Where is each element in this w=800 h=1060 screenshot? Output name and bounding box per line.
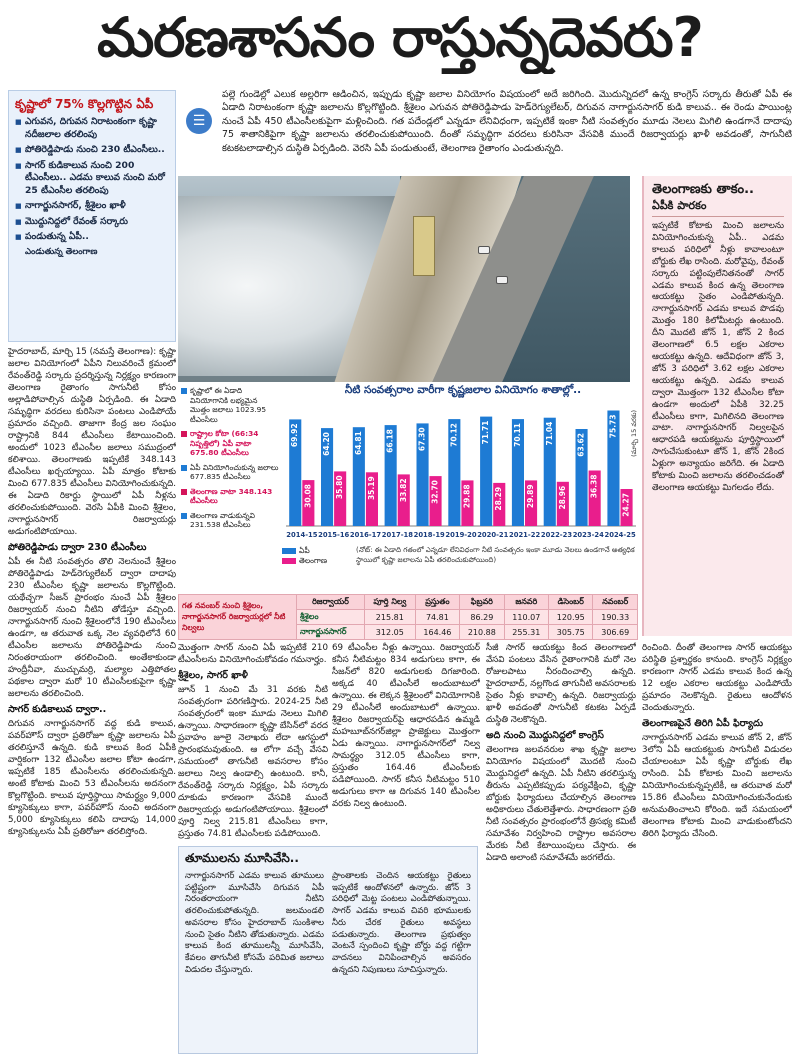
table-cell: 305.75 [549, 625, 593, 640]
table-header: ఫిబ్రవరి [460, 595, 504, 610]
info-text: ఏపీ వినియోగించుకున్న జలాలు 677.835 టీఎంసీలు [190, 462, 279, 481]
info-square [181, 431, 187, 437]
info-item [181, 386, 279, 424]
info-text: రాష్ట్రాల కోటా (66:34 నిష్పత్తిలో) ఏపీ వాటా 675.80 టీఎంసీలు [190, 429, 259, 457]
x-tick-label: 2016-17 [349, 531, 382, 539]
x-tick-label: 2019-20 [445, 531, 477, 539]
table-cell: 312.05 [364, 625, 415, 640]
column-2 [332, 642, 480, 842]
x-tick-label: 2014-15 [286, 531, 318, 539]
table-cell: 210.88 [460, 625, 504, 640]
x-tick-label: 2023-24 [572, 531, 604, 539]
menu-lines-icon: ☰ [186, 108, 212, 134]
column-para: నాగార్జునసాగర్ ఎడమ కాలువ జోన్ 2, జోన్ 3లోని ఏపీ ఆయకట్టుకు సాగునీటి విడుదల చేయాలంటూ ఏపీ కృష్ణా బోర్డుకు లేఖ రాసింది. ఏపీ కోటాకు మించి జలాలను వినియోగించుకున్నప్పటికీ, ఆ తరువాత మరో 15.86 టీఎంసీలు వినియోగించుకునేందుకు అనుమతించాలని కోరింది. ఇదే సమయంలో తెలంగాణ కోటాకు మించి వాడుకుంటోందని తిరిగి ఫిర్యాదు చేసింది. [642, 733, 792, 839]
chart-info-panel [178, 382, 282, 572]
sluice-box-para: నాగార్జునసాగర్ ఎడమ కాలువ తూములు పట్టిష్టంగా మూసివేసి దిగువన ఏపీ నిరంతరాయంగా నీటిని తరలించుకుపోతున్నది. జలమండలి అవసరాల కోసం హైదరాబాద్ సుంకిశాల నుంచి సైతం నీటిని తోడుతున్నారు. ఎడమ కాలువ కింద తూములన్నీ మూసివేసి, కేవలం తాగునీటి కోసమే పరిమిత జలాలు విడుదల చేస్తున్నారు. [185, 871, 324, 975]
table-cell: 306.69 [593, 625, 638, 640]
table-cell: శ్రీశైలం [297, 610, 365, 625]
table-cell: నాగార్జునసాగర్ [297, 625, 365, 640]
table-header: నవంబర్ [593, 595, 638, 610]
column-para: రించింది. దీంతో తెలంగాణ సాగర్ ఆయకట్టు పరిస్థితి ప్రశ్నార్థకం కానుంది. కాంగ్రెస్ నిర్లక్ష్యం కారణంగా సాగర్ ఎడమ కాలువ కింద ఉన్న 12 లక్షల ఎకరాల ఆయకట్టు ఎండిపోయే ప్రమాదం నెలకొన్నది. రైతులు ఆందోళన చెందుతున్నారు. [642, 643, 792, 713]
highlight-item: ■ మొద్దునిద్దలో రేవంత్ సర్కారు [15, 216, 169, 229]
info-item [181, 429, 279, 458]
x-tick-label: 2022-23 [540, 531, 573, 539]
info-item [181, 511, 279, 530]
column-subhead: శ్రీశైలం, సాగర్ ఖాళీ [178, 670, 248, 681]
bar-value-label: 28.29 [494, 486, 504, 511]
chart-legend [282, 546, 354, 566]
info-square [181, 388, 187, 394]
bar-value-label: 29.89 [526, 484, 535, 509]
table-cell: 74.81 [415, 610, 459, 625]
left-col-subhead: సాగర్ కుడికాలువ ద్వారా.. [8, 704, 107, 715]
bar-value-label: 30.08 [303, 484, 313, 508]
photo-car [496, 276, 508, 284]
bar-value-label: 64.20 [322, 432, 331, 456]
intro-paragraph: పల్లె గుండెల్లో ఎలుక అల్లరిగా ఆడించిన, ఇప్పుడు కృష్ణా జలాల వినియోగం విషయంలో అదే జరిగింది. మొదున్నిదలో ఉన్న కాంగ్రెస్ సర్కారు తీరుతో ఏపీ ఈ ఏడాది నిరాటంకంగా కృష్ణా జలాలను కొల్లగొట్టింది. శ్రీశైలం ఎగువన పోతిరెడ్డిపాడు హెడ్‌రెగ్యులేటర్, దిగువన నాగార్జునసాగర్ కుడి కాలువ.. ఈ రెండు పాయింట్ల నుంచే ఏపీ 450 టీఎంసీలకుపైగా మళ్లించింది. గత పదేండ్లలో ఎన్నడూ లేనివిధంగా, ఇప్పటికే ఇంకా నీటి సంవత్సరం మూడు నెలలు మిగిలి ఉండగానే దాదాపు 75 శాతానికిపైగా కృష్ణా జలాలను తరలించుకుపోయింది. దీంతో సమృద్ధిగా వరదలు కురిసినా వేసవికి ముందే రిజర్వాయర్లు ఖాళీ అవడంతో, సాగునీటి కటకటలాడాల్సిన దుస్థితి ఏర్పడింది. వెరసి ఏపీ పండుతుంటే, తెలంగాణ రైతాంగం ఎండుతున్నది. [222, 89, 792, 154]
table-header-row [179, 595, 638, 610]
bar-value-label: 35.80 [335, 475, 345, 500]
column-3 [486, 642, 636, 1054]
highlights-ending: ఎండుతున్న తెలంగాణ [25, 246, 98, 257]
table-cell: 120.95 [549, 610, 593, 625]
bar-value-label: 33.82 [398, 478, 408, 503]
x-tick-label: 2021-22 [508, 531, 541, 539]
highlights-box [8, 90, 176, 342]
x-tick-label: 2018-19 [413, 531, 445, 539]
table-cell: 215.81 [364, 610, 415, 625]
table-header: జనవరి [504, 595, 548, 610]
table-cell: 164.46 [415, 625, 459, 640]
column-para: 69 టీఎంసీల నీళ్లు ఉన్నాయి. రిజర్వాయర్ కనీస నీటిమట్టం 834 అడుగులు కాగా, ఈ సీజన్‌లో 820 అడుగులకు దిగజారింది. అక్కడ 40 టీఎంసీలే అందుబాటులో ఉన్నాయి. ఈ లెక్కన శ్రీశైలంలో వినియోగానికి 29 టీఎంసీలే అందుబాటులో ఉన్నాయి. శ్రీశైలం రిజర్వాయర్‌పై ఆధారపడిన ఉమ్మడి మహబూబ్‌నగర్‌జిల్లా ప్రాజెక్టులు మొత్తంగా ఏడు ఉన్నాయి. నాగార్జునసాగర్‌లో నిల్వ సామర్థ్యం 312.05 టీఎంసీలు కాగా, ప్రస్తుతం 164.46 టీఎంసీలకు పడిపోయింది. సాగర్ కనీస నీటిమట్టం 510 అడుగులు కాగా ఆ దిగువన 140 టీఎంసీల వరకు నిల్వ ఉంటుంది. [332, 643, 480, 809]
reservoir-table [178, 594, 638, 640]
highlights-title: కృష్ణాలో 75% కొల్లగొట్టిన ఏపీ [15, 97, 154, 111]
info-item [181, 463, 279, 482]
info-square [181, 465, 187, 471]
bar-value-label: 69.92 [290, 423, 300, 448]
info-text: తెలంగాణ వాటా 348.143 టీఎంసీలు [190, 486, 273, 505]
left-column [8, 346, 176, 1054]
headline: మరణశాసనం రాస్తున్నదెవరు? [97, 6, 703, 69]
x-tick-label: 2017-18 [381, 531, 414, 539]
bar-value-label: 29.88 [462, 484, 472, 509]
dam-photo [178, 176, 630, 382]
bar-value-label: 71.71 [481, 420, 491, 445]
legend-label: తెలంగాణ [299, 556, 328, 565]
highlight-item: ■ పోతిరెడ్డిపాడు నుంచి 230 టీఎంసీలు.. [15, 144, 169, 157]
table-header: డిసెంబర్ [549, 595, 593, 610]
sluice-box-para: ప్రాంతాలకు చెందిన ఆయకట్టు రైతులు ఇప్పటికే ఆందోళనలో ఉన్నారు. జోన్ 3 పరిధిలో మెట్ట పంటలు ఎండిపోతున్నాయి. సాగర్ ఎడమ కాలువ చివరి భూములకు నీరు చేరక రైతులు అవస్థలు పడుతున్నారు. తెలంగాణ ప్రభుత్వం వెంటనే స్పందించి కృష్ణా బోర్డు వద్ద గట్టిగా వాదనలు వినిపించాల్సిన అవసరం ఉన్నదని నిపుణులు సూచిస్తున్నారు. [332, 871, 471, 975]
bar-value-label: 70.12 [449, 423, 459, 447]
bar-value-label: 75.73 [608, 414, 618, 439]
legend-swatch [282, 548, 296, 554]
column-subhead: తెలంగాణపైనే తిరిగి ఏపీ ఫిర్యాదు [642, 718, 763, 729]
legend-label: ఏపీ [299, 546, 310, 555]
bar-value-label: 36.38 [589, 474, 599, 499]
x-tick-label: 2020-21 [477, 531, 509, 539]
info-square [181, 489, 187, 495]
bar-value-label: 63.62 [576, 433, 586, 457]
right-sidebar-body: ఇప్పటికే కోటాకు మించి జలాలను వినియోగించుకున్న ఏపీ.. ఎడమ కాలువ పరిధిలో నీళ్లు కావాలంటూ బోర్డుకు లేఖ రాసింది. మరోవైపు, రేవంత్ సర్కారు పట్టింపులేనితనంతో సాగర్ ఎడమ కాలువ కింద ఉన్న తెలంగాణ ఆయకట్టు సైతం ఎండిపోతున్నది. నాగార్జునసాగర్ ఎడమ కాలువ పొడవు మొత్తం 180 కిలోమీటర్లు ఉంటుంది. దీని మొదటి జోన్ 1, జోన్ 2 కింద తెలంగాణలో 6.5 లక్షల ఎకరాల ఆయకట్టు ఉన్నది. ఆదేవిధంగా జోన్ 3, జోన్ 3 పరిధిలో 3.62 లక్షల ఎకరాల ఆయకట్టు ఉన్నది. ఎడమ కాలువ ద్వారా మొత్తంగా 132 టీఎంసీల కోటా ఉండగా అందులో ఏపీకి 32.25 టీఎంసీలు కాగా, మిగిలినది తెలంగాణ వాటా. నాగార్జునసాగర్ నిల్వలపైన ఆధారపడి ఆయకట్టును పూర్తిస్థాయిలో సాగుచేసుకుంటూ జోన్ 1, జోన్ 2కింద ఏళ్లుగా అన్యాయం జరిగేది. ఈ ఏడాది కోటాకు మించి జలాలను తరలించడంతో తెలంగాణ ఆయకట్టు మిగలడం లేదు. [652, 221, 784, 493]
sluice-box [178, 846, 478, 1054]
bar-value-label: 64.81 [353, 431, 363, 455]
highlight-item: ■ ఎగువన, దిగువన నిరాటంకంగా కృష్ణా నదీజలాల తరలింపు [15, 116, 169, 141]
left-col-para: దిగువన నాగార్జునసాగర్ వద్ద కుడి కాలువ, పవర్‌హౌస్ ద్వారా ప్రతిరోజూ కృష్ణా జలాలను ఏపీ తరలిస్తూనే ఉన్నది. కుడి కాలువ కింద ఏపీకి వార్షికంగా 132 టీఎంసీల జలాల కోటా ఉండగా, ఇప్పటికే 185 టీఎంసీలను తరలించుకున్నది. అంటే కోటాకు మించి 53 టీఎంసీలను అదనంగా కొల్లగొట్టింది. కాలువ పూర్తిస్థాయి సామర్థ్యం 9,000 క్యూసెక్కులు కాగా, పవర్‌హౌస్ నుంచి అదనంగా 5,000 క్యూసెక్కులు కలిపి దాదాపు 14,000 క్యూసెక్కులను ఏపీ ప్రతిరోజూ తరలిస్తోంది. [8, 719, 176, 837]
bar-value-label: 71.04 [544, 421, 554, 446]
highlight-item: ■ పండుతున్న ఏపీ.. [15, 231, 169, 244]
legend-row [282, 556, 354, 566]
sluice-box-title: తూములను మూసివేసి.. [185, 851, 299, 865]
x-tick-label: 2024-25 [604, 531, 636, 539]
right-sidebar-title: తెలంగాణకు తాకం.. [652, 182, 754, 197]
photo-car [478, 246, 490, 254]
column-para: జూన్ 1 నుంచి మే 31 వరకు నీటి సంవత్సరంగా పరిగణిస్తారు. 2024-25 నీటి సంవత్సరంలో ఇంకా మూడు నెలలు మిగిలి ఉన్నాయి. సాధారణంగా కృష్ణా బేసిన్‌లో వరద ప్రవాహం జూలై నెలాఖరు లేదా ఆగస్టులో ప్రారంభమవుతుంది. ఆ లోగా వచ్చే వేసవి సమయంలో తాగునీటి అవసరాల కోసం జలాలు నిల్వ ఉండాల్సి ఉంటుంది. కానీ, రేవంత్‌రెడ్డి సర్కారు నిర్లక్ష్యం, ఏపీ సర్కారు దూకుడు కారణంగా వేసవికి ముందే రిజర్వాయర్లు అడుగంటిపోయాయి. శ్రీశైలంలో పూర్తి నిల్వ 215.81 టీఎంసీలు కాగా, ప్రస్తుతం 74.81 టీఎంసీలకు పడిపోయింది. [178, 685, 328, 839]
left-col-subhead: పోతిరెడ్డిపాడు ద్వారా 230 టీఎంసీలు [8, 542, 147, 553]
bar-value-label: 67.30 [417, 427, 427, 452]
highlight-item: ■ సాగర్ కుడికాలువ నుంచి 200 టీఎంసీలు.. ఎడమ కాలువ నుంచి మరో 25 టీఎంసీల తరలింపు [15, 160, 169, 198]
left-col-para: ఏపీ ఈ నీటి సంవత్సరం తొలి నెలనుంచే శ్రీశైలం పోతిరెడ్డిపాడు హెడ్‌రెగ్యులేటర్ ద్వారా దాదాపు 230 టీఎంసీల కృష్ణా జలాలను కొల్లగొట్టింది. యథేచ్ఛగా సీజన్ ప్రారంభం నుంచే ఏపీ శ్రీశైలం రిజర్వాయర్ నుంచి నీటిని తోడేస్తూ వచ్చింది. నాగార్జునసాగర్ నుంచి శ్రీశైలంలోనే 190 టీఎంసీలు ఉండగా, ఆ తరువాత ఒక్క నెల వ్యవధిలోనే 60 టీఎంసీల జలాలను పోతిరెడ్డిపాడు నుంచి నిరంతరాయంగా తరలించింది. అంతేకాకుండా హంద్రీనీవా, ముచ్చుమర్రి, మల్యాల ఎత్తిపోతల పథకాల ద్వారా మరో 10 టీఎంసీలకుపైగా కృష్ణా జలాలను తరలించింది. [8, 557, 176, 699]
info-text: కృష్ణాలో ఈ ఏడాది వినియోగానికి లభ్యమైన మొత్తం జలాలు 1023.95 టీఎంసీలు [190, 386, 267, 424]
left-col-para: హైదరాబాద్, మార్చి 15 (నమస్తే తెలంగాణ): కృష్ణా జలాల వినియోగంలో ఏపీని నిలువరించే క్రమంలో రేవంత్‌రెడ్డి సర్కారు ప్రదర్శిస్తున్న నిర్లక్ష్యం కారణంగా తెలంగాణ రైతాంగం సాగునీటి కోసం అల్లాడిపోవాల్సిన దుస్థితి ఏర్పడింది. ఈ ఏడాది సమృద్ధిగా వరదలు కురిసినా పంటలు ఎండిపోయే ప్రమాదం వచ్చింది. తాజాగా కేంద్ర జల సంఘం రాష్ట్రానికి 844 టీఎంసీలు కేటాయించింది. అందులో 1023 టీఎంసీల జలాలు సముద్రంలో కలిశాయి. తెలంగాణకు ఇప్పటికే 348.143 టీఎంసీలు ఖర్చయ్యాయి. ఏపీ మాత్రం కోటాకు మించి 677.835 టీఎంసీలు వినియోగించుకున్నది. ఈ ఏడాది రికార్డు స్థాయిలో ఏపీ నీళ్లను తరలించుకుపోయింది. వెరసి ఏపీకి మించి శ్రీశైలం, నాగార్జునసాగర్ రిజర్వాయర్లు అడుగంటిపోయాయి. [8, 347, 176, 537]
table-cell: 255.31 [504, 625, 548, 640]
table-cell: 86.29 [460, 610, 504, 625]
chart-title: నీటి సంవత్సరాల వారీగా కృష్ణజలాల వినియోగం శాతాల్లో.. [344, 384, 582, 396]
photo-tower [413, 216, 435, 276]
category-note: (మార్చి 15 వరకు) [630, 410, 638, 457]
table-cell: 190.33 [593, 610, 638, 625]
bar-value-label: 66.18 [385, 429, 395, 453]
table-corner-label: గత నవంబర్ నుంచి శ్రీశైలం, నాగార్జునసాగర్ రిజర్వాయర్లలో నీటి నిల్వలు [179, 595, 297, 640]
bar-value-label: 32.70 [430, 480, 440, 504]
column-4 [642, 642, 792, 1054]
bar-value-label: 28.96 [557, 485, 567, 510]
info-square [181, 513, 187, 519]
column-para: మొత్తంగా సాగర్ నుంచి ఏపీ ఇప్పటికే 210 టీఎంసీలను వినియోగించుకోవడం గమనార్హం. [178, 643, 328, 665]
column-para: తెలంగాణ జలవనరుల శాఖ కృష్ణా జలాల వినియోగం విషయంలో మొదటి నుంచి మొద్దునిద్దలో ఉన్నది. ఏపీ నీటిని తరలిస్తున్న తీరును ఎప్పటికప్పుడు పర్యవేక్షించి, కృష్ణా బోర్డుకు ఫిర్యాదులు చేయాల్సిన తెలంగాణ అధికారులు చేతులెత్తేశారు. సాధారణంగా ప్రతి నీటి సంవత్సరం ప్రారంభంలోనే త్రిసభ్య కమిటీ సమావేశం నిర్వహించి రాష్ట్రాల అవసరాల మేరకు నీటి కేటాయింపులు చేస్తారు. ఈ ఏడాది అలాంటి సమావేశమే జరగలేదు. [486, 745, 636, 863]
table-header: పూర్తి నిల్వ [364, 595, 415, 610]
legend-row [282, 546, 354, 556]
right-sidebar-subtitle: ఏపీకి పారకం [652, 198, 784, 217]
x-tick-label: 2015-16 [318, 531, 350, 539]
legend-swatch [282, 558, 296, 564]
bar-value-label: 70.11 [513, 423, 522, 447]
right-sidebar [642, 176, 792, 636]
table-header: రిజర్వాయర్ [297, 595, 365, 610]
bar-chart [282, 400, 640, 546]
info-item [181, 487, 279, 506]
highlights-list [15, 116, 169, 244]
column-subhead: అది నుంచి మొద్దునిద్దలో కాంగ్రెస్ [486, 730, 604, 741]
chart-note: (నోట్: ఈ ఏడాది గతంలో ఎన్నడూ లేనివిధంగా నీటి సంవత్సరం ఇంకా మూడు నెలలు ఉండగానే అత్యధిక స్థాయిలో కృష్ణా జలాలను ఏపీ తరలించుకుపోయింది) [356, 546, 635, 564]
table-cell: 110.07 [504, 610, 548, 625]
info-text: తెలంగాణ వాడుకున్నవి 231.538 టీఎంసీలు [190, 510, 255, 529]
table-header: ప్రస్తుతం [415, 595, 459, 610]
bar-value-label: 24.27 [621, 493, 631, 517]
bar-value-label: 35.19 [367, 476, 376, 501]
highlight-item: ■ నాగార్జునసాగర్, శ్రీశైలం ఖాళీ [15, 200, 169, 213]
column-para: సీజీ సాగర్ ఆయకట్టు కింద తెలంగాణలో వేసవి పంటలు వేసిన రైతాంగానికి మరో నెల రోజులపాటు నీరందించాల్సి ఉన్నది. హైదరాబాద్, నల్లగొండ తాగునీటి అవసరాలకు సైతం నీళ్లు కావాల్సి ఉన్నది. రిజర్వాయర్లు ఖాళీ అవడంతో సాగునీటి కటకట ఏర్పడే దుస్థితి నెలకొన్నది. [486, 643, 636, 725]
